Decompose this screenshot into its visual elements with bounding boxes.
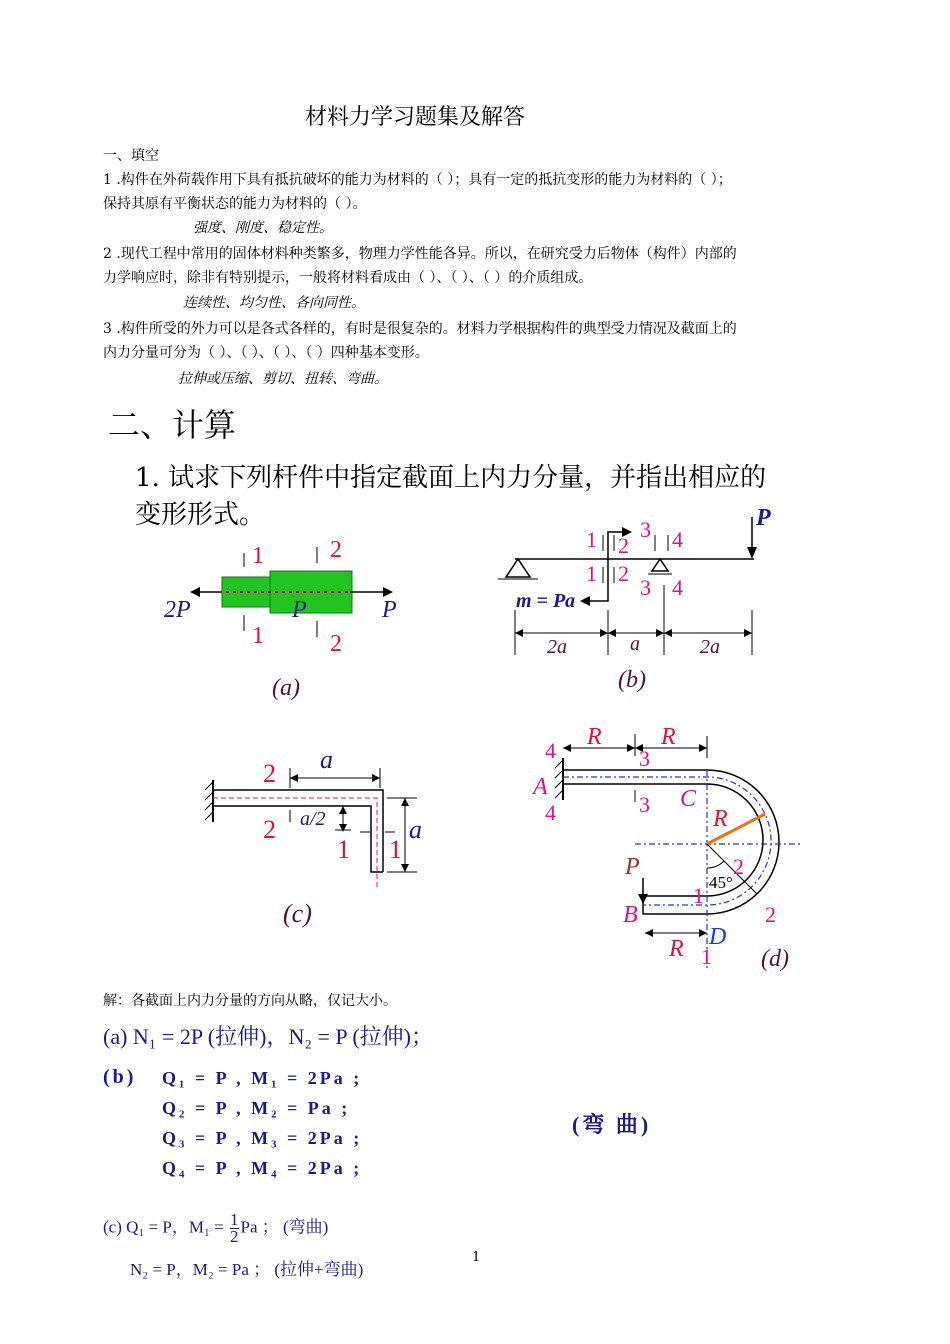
sec2-bot: 2 — [330, 631, 342, 657]
figure-c — [205, 740, 445, 935]
question-2-line-2: 力学响应时，除非有特别提示，一般将材料看成由（ ）、（ ）、（ ）的介质组成。 — [103, 270, 593, 286]
question-3-line-2: 内力分量可分为（ ）、（ ）、（ ）、（ ）四种基本变形。 — [103, 345, 429, 361]
answer-3: 拉伸或压缩、剪切、扭转、弯曲。 — [178, 371, 388, 387]
sec2-top: 2 — [330, 537, 342, 563]
figure-b — [490, 505, 790, 700]
right-force: P — [382, 597, 397, 623]
answer-1: 强度、刚度、稳定性。 — [193, 220, 333, 236]
mid-force: P — [292, 597, 307, 623]
b-sec4-bot: 4 — [672, 575, 683, 600]
bar-outer — [563, 770, 779, 914]
d-B: B — [623, 902, 638, 928]
fig-a-label: (a) — [272, 675, 300, 701]
answer-2: 连续性、均匀性、各向同性。 — [183, 295, 365, 311]
c-sec2-bot: 2 — [263, 815, 276, 844]
solution-c-post: Pa ； (弯曲) — [240, 1217, 329, 1237]
solution-intro: 解：各截面上内力分量的方向从略，仅记大小。 — [103, 993, 397, 1009]
solution-b-label: (b) — [103, 1066, 137, 1088]
solution-b-row-4: Q₄ = P , M₄ = 2Pa ; — [162, 1158, 363, 1178]
b-sec3-bot: 3 — [640, 575, 651, 600]
left-arrow-head — [190, 587, 200, 597]
b-sec2-bot: 2 — [618, 561, 629, 586]
pin-support — [506, 559, 530, 577]
c-sec1-right: 1 — [389, 835, 402, 864]
d-sec2-inner: 2 — [733, 854, 744, 879]
left-force: 2P — [164, 597, 191, 623]
bar-outer — [213, 790, 383, 872]
c-dim-a-top: a — [320, 745, 333, 774]
solution-c-line-1 — [103, 1212, 328, 1245]
right-arrow-head — [383, 587, 393, 597]
page-number: 1 — [472, 1250, 481, 1265]
solution-b-row-3: Q₃ = P , M₃ = 2Pa ; — [162, 1128, 363, 1148]
d-sec3-bot: 3 — [639, 792, 650, 817]
d-R-right: R — [661, 724, 676, 750]
fraction-num: 1 — [230, 1210, 239, 1229]
d-A: A — [533, 774, 548, 800]
dim-a: a — [630, 633, 640, 655]
centerline — [213, 798, 377, 890]
roller-support — [652, 559, 668, 571]
c-dim-a-right: a — [409, 815, 422, 844]
b-sec1-top: 1 — [586, 527, 597, 552]
c-sec1-left: 1 — [337, 835, 350, 864]
d-R-left: R — [587, 724, 602, 750]
fraction-den: 2 — [230, 1227, 239, 1246]
page-title: 材料力学习题集及解答 — [305, 105, 526, 130]
c-dim-half: a/2 — [300, 808, 326, 830]
b-sec2-top: 2 — [618, 533, 629, 558]
problem-line-2: 变形形式。 — [135, 500, 266, 530]
d-sec4-bot: 4 — [545, 800, 556, 825]
b-sec1-bot: 1 — [586, 561, 597, 586]
solution-c-pre: (c) Q₁ = P，M₁ = — [103, 1217, 228, 1237]
moment-label: m = Pa — [516, 590, 576, 612]
d-C: C — [680, 786, 697, 812]
dim-2a-left: 2a — [547, 636, 567, 658]
force-p: P — [756, 505, 771, 531]
question-1-line-1: 1 .构件在外荷载作用下具有抵抗破坏的能力为材料的（ ）；具有一定的抵抗变形的能力为材料的（ ）； — [103, 172, 732, 188]
fig-c-label: (c) — [283, 899, 312, 928]
c-sec2-top: 2 — [263, 759, 276, 788]
figure-d — [525, 718, 815, 983]
d-sec1-top: 1 — [693, 883, 704, 908]
d-R-radius: R — [713, 806, 728, 832]
d-sec3-top: 3 — [639, 746, 650, 771]
d-angle: 45° — [709, 873, 733, 892]
question-3-line-1: 3 .构件所受的外力可以是各式各样的，有时是很复杂的。材料力学根据构件的典型受力情况及截面上的 — [103, 321, 737, 337]
b-sec4-top: 4 — [672, 527, 683, 552]
section-heading-fill: 一、填空 — [103, 148, 159, 164]
fig-b-label: (b) — [618, 667, 646, 693]
sec1-top: 1 — [252, 543, 264, 569]
solution-b-row-2: Q₂ = P , M₂ = Pa ; — [162, 1098, 351, 1118]
d-sec1-bot: 1 — [701, 944, 712, 969]
question-2-line-1: 2 .现代工程中常用的固体材料种类繁多，物理力学性能各异。所以，在研究受力后物体（构件）内部的 — [103, 246, 737, 262]
d-sec2-outer: 2 — [765, 902, 776, 927]
d-P: P — [625, 854, 640, 880]
solution-c-line-2: N₂ = P，M₂ = Pa ； (拉伸+弯曲) — [130, 1260, 364, 1279]
problem-line-1: 1. 试求下列杆件中指定截面上内力分量，并指出相应的 — [135, 463, 767, 493]
fraction — [230, 1212, 239, 1245]
bar-inner — [213, 806, 383, 872]
solution-a: (a) N₁ = 2P (拉伸)，N₂ = P (拉伸)； — [103, 1024, 433, 1049]
bar-inner — [563, 784, 763, 896]
figure-a — [160, 535, 420, 705]
b-sec3-top: 3 — [640, 517, 651, 542]
sec1-bot: 1 — [252, 623, 264, 649]
question-1-line-2: 保持其原有平衡状态的能力为材料的（ ）。 — [103, 196, 367, 212]
d-R-bottom: R — [669, 936, 684, 962]
section-heading-calc: 二、计算 — [108, 406, 237, 444]
fig-d-label: (d) — [761, 946, 789, 972]
d-D: D — [709, 924, 727, 950]
solution-b-type: (弯 曲) — [572, 1112, 652, 1137]
d-sec4-top: 4 — [545, 738, 556, 763]
dim-2a-right: 2a — [700, 636, 720, 658]
solution-b-row-1: Q₁ = P , M₁ = 2Pa ; — [162, 1068, 363, 1088]
